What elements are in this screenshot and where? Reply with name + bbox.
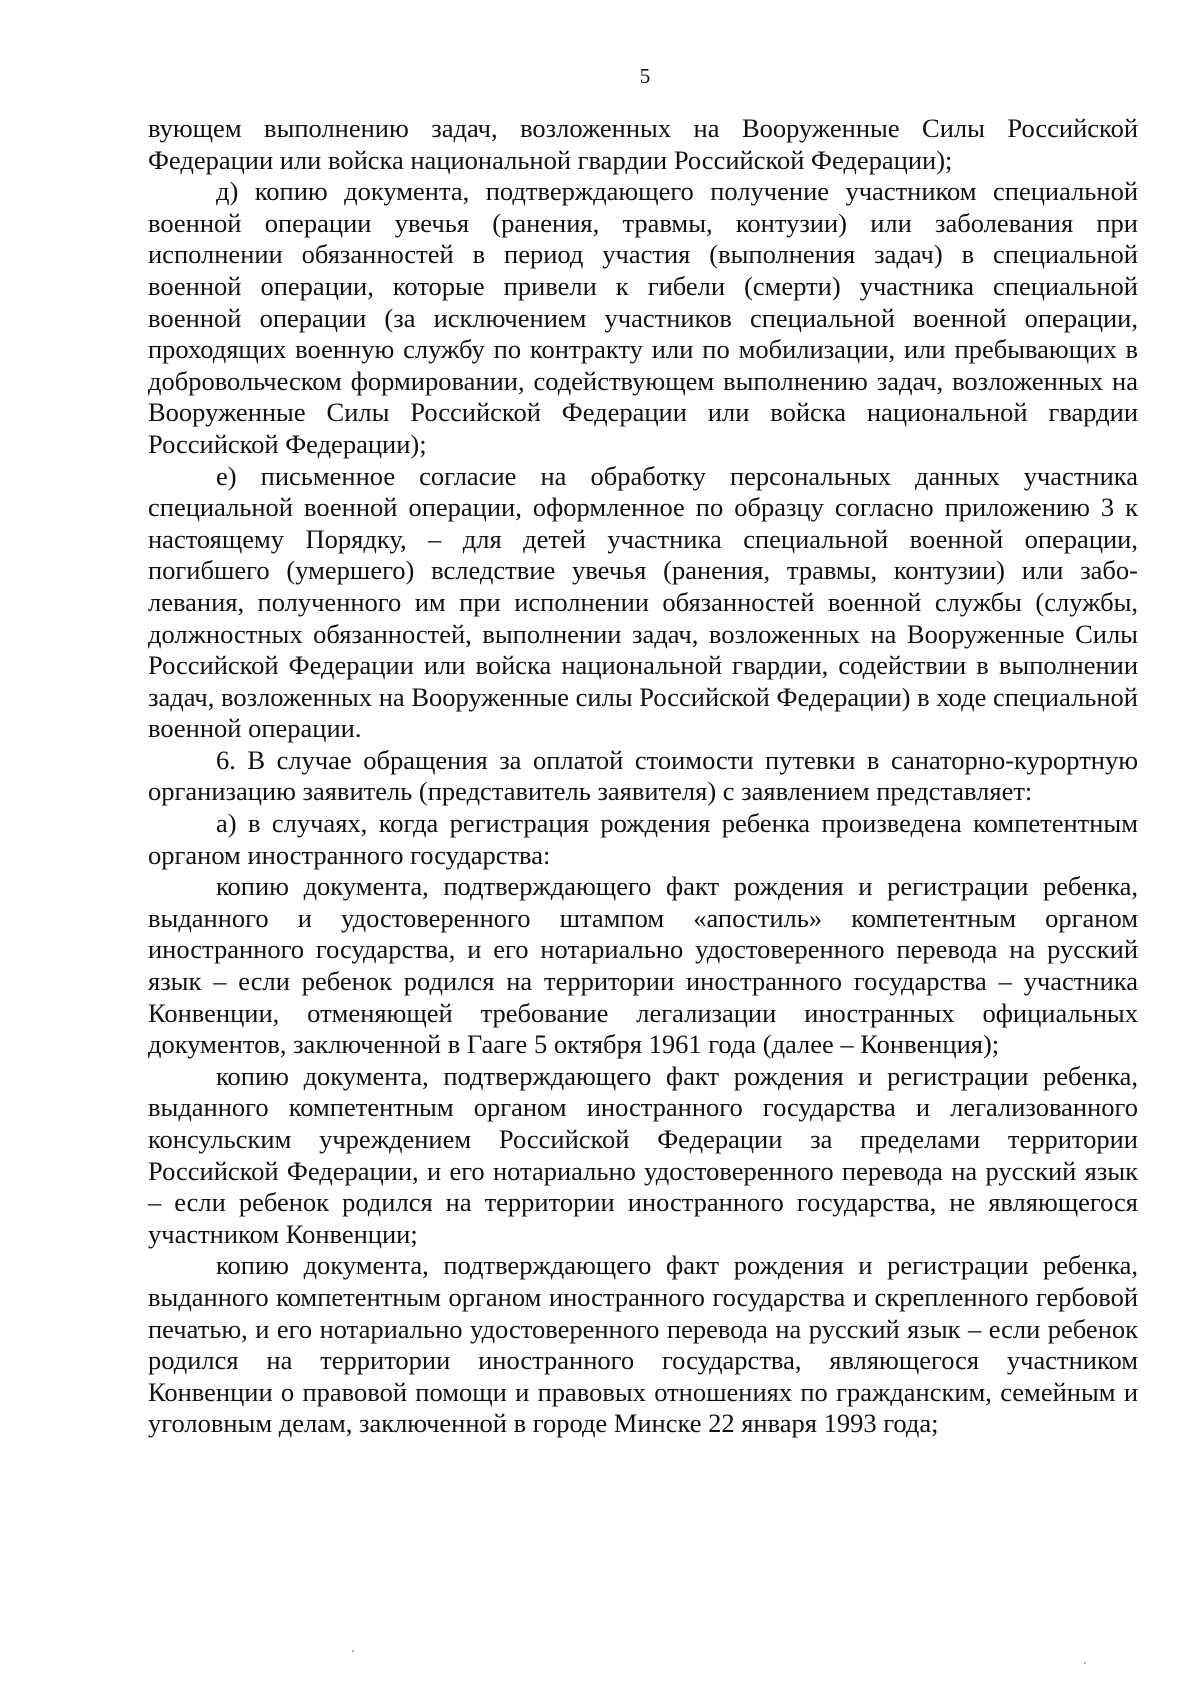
- paragraph-minsk-convention-copy: копию документа, подтверждающего факт рождения и регистрации ребенка, выданного компетентным органом иностранного государства и скрепленного гербовой печатью, и его нотариально удостоверенного перевода на русский язык – если ребенок родился на территории иностранного государства, являющегося участником Конвенции о правовой помощи и правовых отношениях по гражданским, семейным и уголовным делам, заключенной в городе Минске 22 января 1993 года;: [148, 1250, 1138, 1439]
- paragraph-item-e: е) письменное согласие на обработку персональных данных участника специальной военной операции, оформленное по образцу согласно приложению 3 к настоящему Порядку, – для детей участника специальной военной операции, погибшего (умершего) вследствие увечья (ранения, травмы, контузии) или заболевания, полученного им при исполнении обязанностей военной службы (службы, должностных обязанностей, выполнении задач, возложенных на Вооруженные Силы Российской Федерации или войска национальной гвардии, содействии в выполнении задач, возложенных на Вооруженные силы Российской Федерации) в ходе специальной военной операции.: [148, 460, 1138, 744]
- page-number: 5: [639, 64, 651, 88]
- paragraph-consular-copy: копию документа, подтверждающего факт рождения и регистрации ребенка, выданного компетентным органом иностранного государства и легализованного консульским учреждением Российской Федерации за пределами территории Российской Федерации, и его нотариально удостоверенного перевода на русский язык – если ребенок родился на территории иностранного государства, не являющегося участником Конвенции;: [148, 1060, 1138, 1249]
- scan-speck: [352, 1650, 354, 1652]
- paragraph-item-d: д) копию документа, подтверждающего получение участником специальной военной операции увечья (ранения, травмы, контузии) или заболевания при исполнении обязанностей в период участия (выполнения задач) в специальной военной операции, которые привели к гибели (смерти) участника специальной военной операции (за исключением участников специальной военной операции, проходящих военную службу по контракту или по мобилизации, или пребывающих в добровольческом формировании, содействующем выполнению задач, возложенных на Вооруженные Силы Российской Федерации или войска национальной гвардии Российской Федерации);: [148, 176, 1138, 459]
- scan-speck: [1084, 1662, 1086, 1664]
- paragraph-apostille-copy: копию документа, подтверждающего факт рождения и регистрации ребенка, выданного и удостоверенного штампом «апостиль» компетентным органом иностранного государства, и его нотариально удостоверенного перевода на русский язык – если ребенок родился на территории иностранного государства – участника Конвенции, отменяющей требование легализации иностранных официальных документов, заключенной в Гааге 5 октября 1961 года (далее – Конвенция);: [148, 871, 1138, 1060]
- document-body: [148, 113, 1138, 1440]
- paragraph-continuation: вующем выполнению задач, возложенных на Вооруженные Силы Российской Федерации или войска национальной гвардии Российской Федерации);: [148, 113, 1138, 175]
- paragraph-item-a: а) в случаях, когда регистрация рождения ребенка произведена компетентным органом иностранного государства:: [148, 808, 1138, 870]
- paragraph-clause-6: 6. В случае обращения за оплатой стоимости путевки в санаторно-курортную организацию заявитель (представитель заявителя) с заявлением представляет:: [148, 744, 1138, 807]
